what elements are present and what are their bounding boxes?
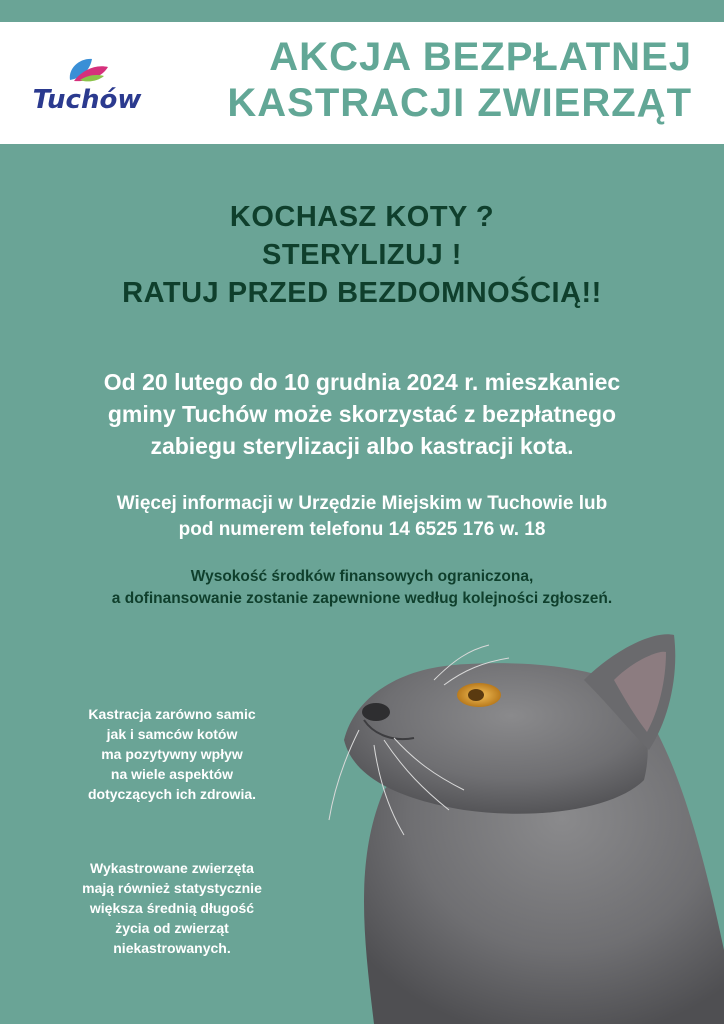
main-info-line-1: Od 20 lutego do 10 grudnia 2024 r. mieszkaniec [103,369,621,395]
funding-line-1: Wysokość środków finansowych ograniczona, [190,568,534,585]
side-note-2-line-2: mają również statystycznie [82,880,262,896]
header-title-line-1: AKCJA BEZPŁATNEJ [269,35,692,79]
cat-photo [314,620,724,1024]
logo-text: Tuchów [32,85,142,115]
top-strip [0,0,724,22]
main-info-line-2: gminy Tuchów może skorzystać z bezpłatnego [107,401,617,427]
side-note-1-line-1: Kastracja zarówno samic [88,706,256,722]
contact-info [0,491,724,543]
contact-line-2: pod numerem telefonu 14 6525 176 w. 18 [178,519,546,540]
side-note-2-line-3: większa średnią długość [89,900,255,916]
side-note-1-line-5: dotyczących ich zdrowia. [87,786,257,802]
header-title [172,34,692,126]
side-note-2-line-4: życia od zwierząt [115,920,229,936]
header-title-line-2: KASTRACJI ZWIERZĄT [227,81,692,125]
side-note-1-line-4: na wiele aspektów [110,766,234,782]
contact-line-1: Więcej informacji w Urzędzie Miejskim w Tuchowie lub [116,493,608,514]
slogan-line-1: KOCHASZ KOTY ? [229,201,495,233]
side-note-2-line-5: niekastrowanych. [113,940,231,956]
side-note-2-line-1: Wykastrowane zwierzęta [90,860,254,876]
tuchow-logo [30,50,142,145]
funding-note [0,566,724,610]
side-note-lifespan [22,858,322,958]
side-note-health [22,704,322,804]
main-info [0,366,724,462]
header-banner [0,22,724,144]
side-note-1-line-3: ma pozytywny wpływ [101,746,243,762]
main-info-line-3: zabiegu sterylizacji albo kastracji kota. [150,433,574,459]
side-note-1-line-2: jak i samców kotów [106,726,238,742]
grey-cat-photo [314,620,724,1024]
tuchow-logo-leaf-icon [30,50,142,90]
slogan-line-3: RATUJ PRZED BEZDOMNOŚCIĄ!! [122,277,602,309]
slogan-line-2: STERYLIZUJ ! [262,239,462,271]
funding-line-2: a dofinansowanie zostanie zapewnione według kolejności zgłoszeń. [111,590,613,607]
slogan [0,198,724,312]
